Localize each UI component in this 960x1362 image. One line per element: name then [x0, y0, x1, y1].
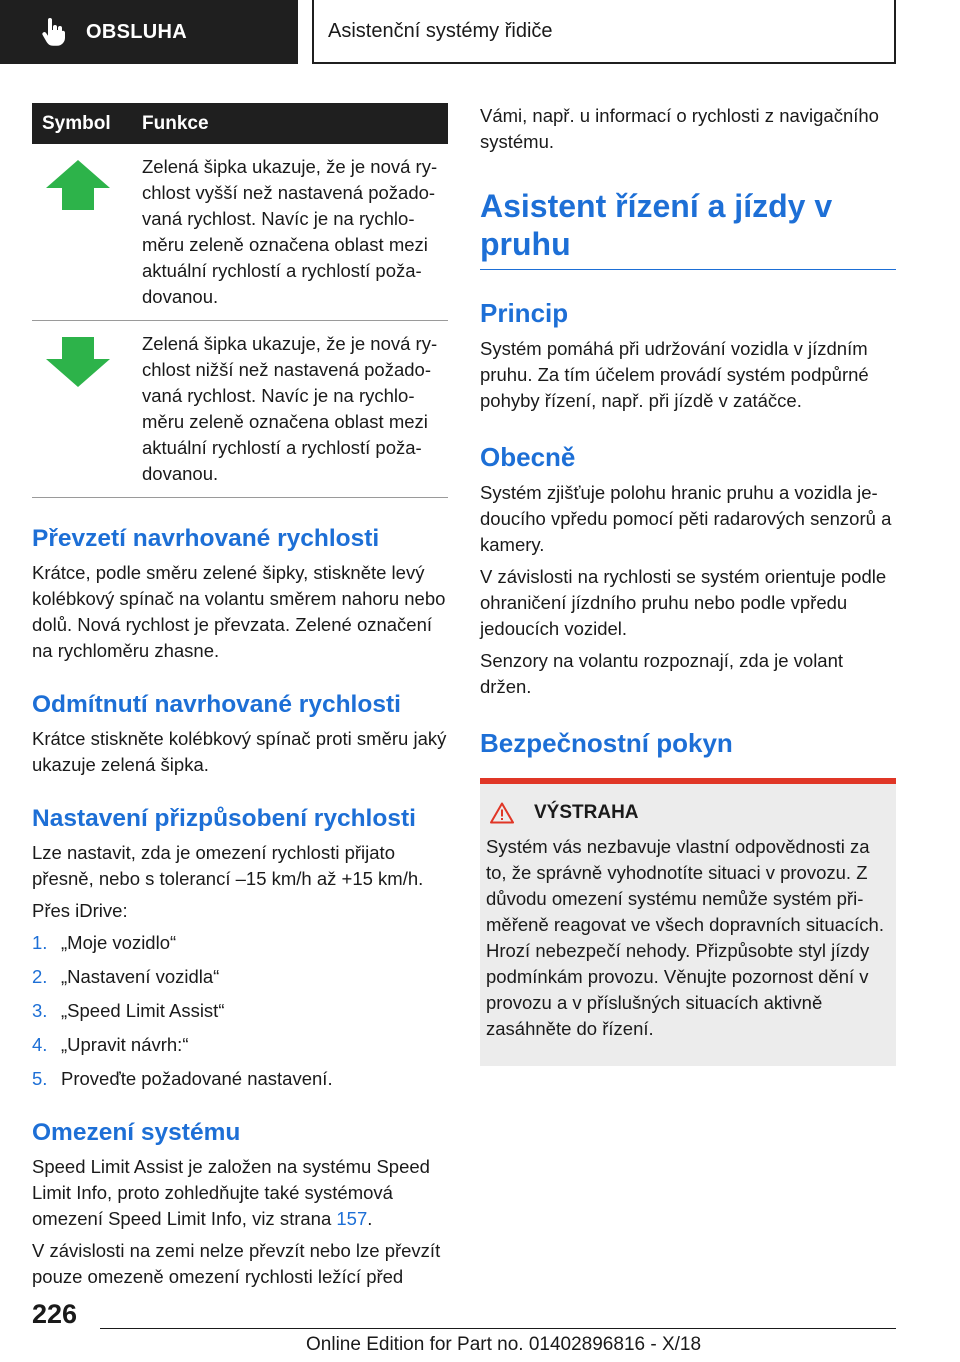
hand-pointer-icon	[40, 18, 66, 46]
step-text: Proveďte požadované nastavení.	[61, 1068, 333, 1089]
paragraph-obecne-1: Systém zjišťuje polohu hranic pruhu a vozidla jedoucího vpředu pomocí pěti radarových senzorů a kamery.	[480, 482, 892, 555]
paragraph-odmitnuti: Krátce stiskněte kolébkový spínač proti směru jaký ukazuje zelená šipka.	[32, 728, 447, 775]
heading-omezeni: Omezení systému	[32, 1119, 241, 1146]
list-item	[32, 1032, 448, 1058]
step-text: „Nastavení vozidla“	[61, 966, 220, 987]
table-cell-symbol	[32, 144, 138, 321]
list-item	[32, 1066, 448, 1092]
omezeni-period: .	[367, 1208, 373, 1229]
warning-text: Systém vás nezbavuje vlastní odpovědnosti za to, že správně vyhodnotíte situaci v provozu. Z důvodu omezení systému nemůže systém přiměřeně reagovat ve všech dopravních situacích. Hrozí nebezpečí nehody. Přizpůsobte styl jízdy podmínkám provozu. Věnujte pozornost dění v provozu a v příslušných situacích aktivně zasáhněte do řízení.	[486, 836, 884, 1039]
step-text: „Moje vozidlo“	[61, 932, 177, 953]
table-row	[32, 321, 448, 498]
table-header-row	[32, 103, 448, 144]
paragraph-obecne-2: V závislosti na rychlosti se systém orientuje podle ohraničení jízdního pruhu nebo podle vpředu jedoucích vozidel.	[480, 566, 887, 639]
warning-title: VÝSTRAHA	[534, 802, 639, 823]
paragraph-nastaveni: Lze nastavit, zda je omezení rychlosti přijato přesně, nebo s tolerancí –15 km/h až +15 km/h.	[32, 842, 424, 889]
paragraph-omezeni	[32, 1154, 448, 1232]
step-number: 3.	[32, 1000, 48, 1021]
green-arrow-down-icon	[46, 337, 110, 387]
header-section-tab	[0, 0, 298, 64]
heading-odmitnuti: Odmítnutí navrhované rychlosti	[32, 691, 401, 718]
table-header-function: Funkce	[138, 103, 448, 144]
table-cell-function: Zelená šipka ukazuje, že je nová rychlost nižší než nastavená požadovaná rychlost. Navíc je na rychloměru zeleně označena oblast mezi aktuální rychlostí a rychlostí požadovanou.	[138, 321, 448, 498]
table-cell-function: Zelená šipka ukazuje, že je nová rychlost vyšší než nastavená požadovaná rychlost. Navíc je na rychloměru zeleně označena oblast mezi aktuální rychlostí a rychlostí požadovanou.	[138, 144, 448, 321]
paragraph-princip: Systém pomáhá při udržování vozidla v jízdním pruhu. Za tím účelem provádí systém podpůrné pohyby řízení, např. při jízdě v zatáčce.	[480, 338, 869, 411]
heading-bezpecnost: Bezpečnostní pokyn	[480, 728, 733, 758]
paragraph-prevzeti: Krátce, podle směru zelené šipky, stiskněte levý kolébkový spínač na volantu směrem nahoru nebo dolů. Nová rychlost je převzata. Zelené označení na rychloměru zhasne.	[32, 562, 446, 661]
step-text: „Upravit návrh:“	[61, 1034, 189, 1055]
green-arrow-up-icon	[46, 160, 110, 210]
symbol-table	[32, 103, 448, 498]
heading-nastaveni: Nastavení přizpůsobení rychlosti	[32, 805, 416, 832]
paragraph-idrive: Přes iDrive:	[32, 900, 128, 921]
chapter-title-box	[312, 0, 896, 64]
heading-princip: Princip	[480, 298, 569, 328]
step-number: 1.	[32, 932, 48, 953]
section-title: OBSLUHA	[86, 20, 187, 43]
heading-obecne: Obecně	[480, 442, 576, 472]
table-header-symbol: Symbol	[32, 103, 138, 144]
paragraph-obecne-3: Senzory na volantu rozpoznají, zda je volant držen.	[480, 650, 844, 697]
warning-header	[486, 802, 888, 824]
steps-list	[32, 930, 448, 1092]
chapter-heading: Asistent řízení a jízdy v pruhu	[480, 187, 896, 270]
table-cell-symbol	[32, 321, 138, 498]
omezeni-text: Speed Limit Assist je založen na systému Speed Limit Info, proto zohledňujte také systémová omezení Speed Limit Info, viz strana	[32, 1156, 430, 1229]
page-reference-link[interactable]: 157	[336, 1208, 368, 1229]
warning-triangle-icon	[490, 802, 514, 824]
heading-prevzeti: Převzetí navrhované rychlosti	[32, 525, 380, 552]
paragraph-omezeni-2: V závislosti na zemi nelze převzít nebo lze převzít pouze omezeně omezení rychlosti ležící před	[32, 1240, 441, 1287]
list-item	[32, 998, 448, 1024]
footer-divider	[100, 1328, 896, 1329]
step-number: 5.	[32, 1068, 48, 1089]
footer-edition: Online Edition for Part no. 01402896816 - X/18	[306, 1334, 702, 1355]
step-text: „Speed Limit Assist“	[61, 1000, 225, 1021]
paragraph-continued: Vámi, např. u informací o rychlosti z navigačního systému.	[480, 105, 879, 152]
page-number: 226	[32, 1299, 78, 1329]
right-column	[480, 103, 896, 1066]
list-item	[32, 964, 448, 990]
chapter-title: Asistenční systémy řidiče	[328, 19, 553, 42]
warning-box	[480, 778, 896, 1066]
list-item	[32, 930, 448, 956]
step-number: 4.	[32, 1034, 48, 1055]
step-number: 2.	[32, 966, 48, 987]
left-column	[32, 103, 448, 1296]
table-row	[32, 144, 448, 321]
